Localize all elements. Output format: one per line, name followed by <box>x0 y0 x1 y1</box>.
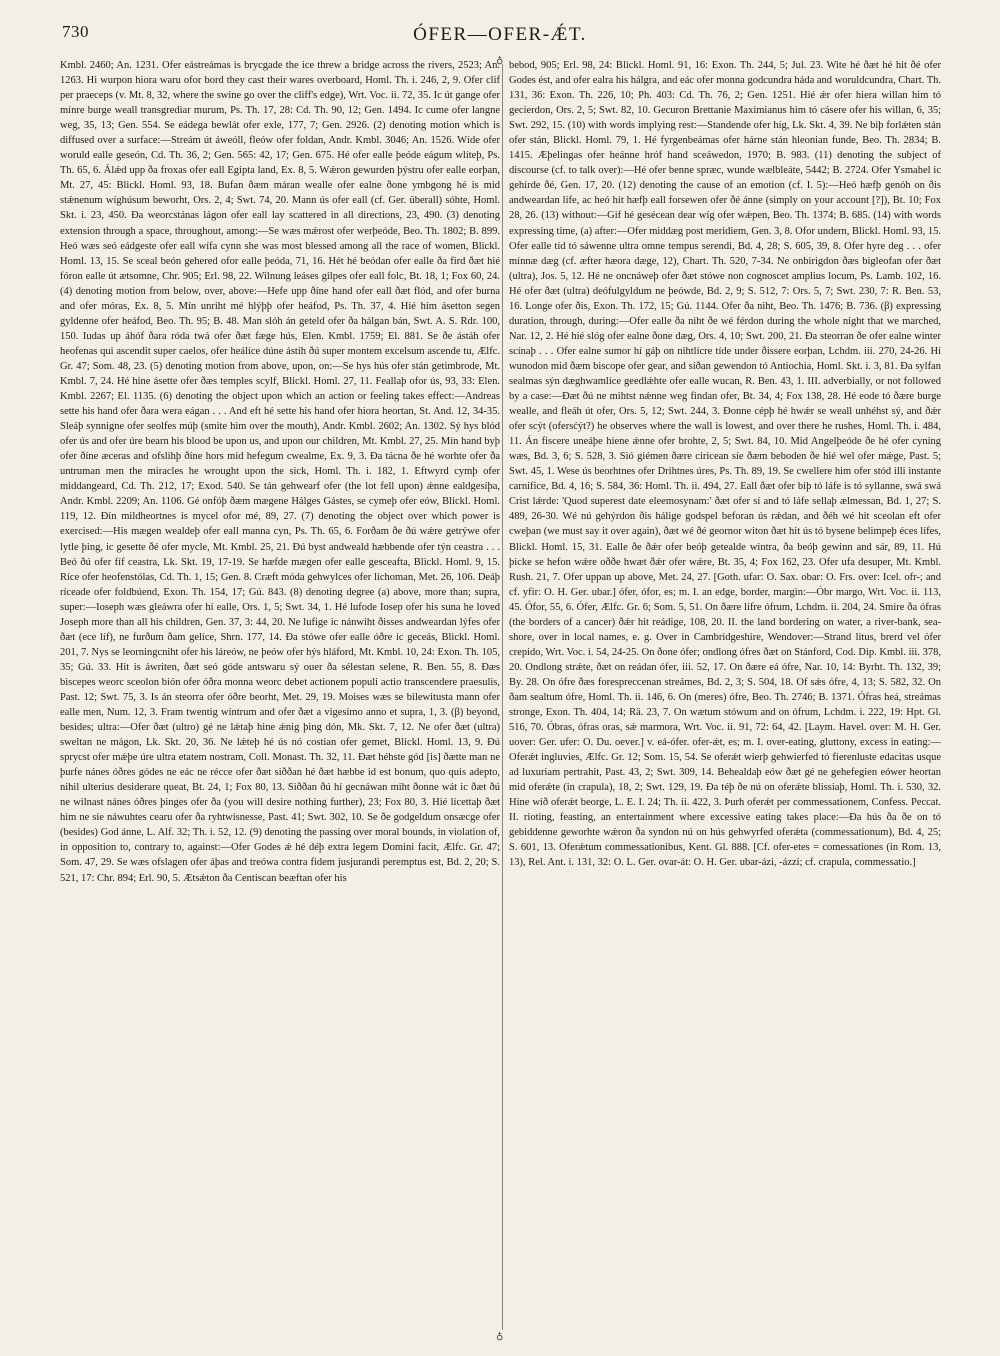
column-rule-ornament-top: ♁ <box>496 55 504 66</box>
column-rule-ornament-bottom: ♁ <box>496 1331 504 1342</box>
left-column <box>60 58 500 1346</box>
left-column-text: Kmbl. 2460; An. 1231. Ofer eástreámas is brycgade the ice threw a bridge across the rivers, 2523; An. 1263. Hi wurpon hiora waru ofor bord they cast their wares overboard, Homl. Th. i. 246, 2, 9. Ofer clif per praeceps (v. Mt. 8, 32, where the swine go over the cliff's edge), Wrt. Voc. ii. 72, 35. Ic út gange ofer mínre burge weall transgrediar murum, Ps. Th. 17, 28: Cd. Th. 90, 12; Gen. 1494. Ic cume ofer langne weg, 35, 13; Gen. 554. Se eádega bewlát ofer exle, 177, 7; Gen. 2926. (2) denoting motion which is diffused over a surface:—Streám út áweóll, fleów ofer foldan, Andr. Kmbl. 3046; An. 1526. Wíde ofer woruld ealle geseón, Cd. Th. 36, 2; Gen. 565: 42, 17; Gen. 675. Hé ofer ealle þeóde eágum wlíteþ, Ps. Th. 65, 6. Álǽd upp ða froxas ofer eall Egipta land, Ex. 8, 5. Wǽron gewurden þýstru ofer ealle eorþan, Mt. 27, 45: Blickl. Homl. 93, 18. Bufan ðæm máran wealle ofer ealne ðone ymbgong hé is mid stǽnenum wíghúsum beworht, Ors. 2, 4; Swt. 74, 20. Mann ús ofer eall (cf. Ger. überall) sóhte, Homl. Skt. i. 23, 450. Ða weorcstánas lágon ofer eall lay scattered in all directions, 23, 490. (3) denoting extension through a space, throughout, among:—Se wæs mǽrost ofer werþeóde, Beo. Th. 1802; B. 899. Heó wæs seó eádgeste ofer eall wífa cynn she was most blessed among all the race of women, Blickl. Homl. 13, 15. Se sceal beón gehered ofor ealle þeóda, 71, 16. Hét hé beódan ofer ealle ða fird ðæt hié fóron ealle út ætsomne, Chr. 905; Erl. 98, 22. Wilnung leáses gilpes ofer eall folc, Bt. 18, 1; Fox 60, 24. (4) denoting motion from below, over, above:—Hefe upp ðíne hand ofer eall ðæt flód, and ofer burna and ofer móras, Ex. 8, 5. Mín unriht mé hlýþþ ofer heáfod, Ps. Th. 37, 4. Hié him ásetton segen gyldenne ofer heáfod, Beo. Th. 95; B. 48. Man slóh án geteld ofer ða hálgan bán, Swt. A. S. Rdr. 100, 150. Iudas up áhóf ðara róda twá ofer ðæt fæge hús, Elen. Kmbl. 1759; El. 881. Se ðe ástáh ofer heofenas qui ascendit super caelos, ofer heálíce dúne ástíh ðú super montem excelsum ascende tu, Ælfc. Gr. 47; Som. 48, 23. (5) denoting motion from above, upon, on:—Se hys hús ofer stán getimbrode, Mt. Kmbl. 7, 24. Hé hine ásette ofer ðæs temples scylf, Blickl. Homl. 27, 11. Feallaþ ofor ús, 93, 33: Elen. Kmbl. 2267; El. 1135. (6) denoting the object upon which an action or feeling takes effect:—Andreas sette his hand ofer ðara wera eágan . . . And eft hé sette his hand ofer hiora heortan, St. And. 12, 34-35. Sleáþ synnigne ofer seolfes múþ (smite him over the mouth), Andr. Kmbl. 2602; An. 1302. Sý hys blód ofer ús and ofer úre bearn his blood be upon us, and upon our children, Mt. Kmbl. 27, 25. Mín hand byþ ofer ðíne æceras and ofslihþ ðíne hors mid hefegum cwealme, Ex. 9, 3. Ða tácna ðe hé worhte ofer ða untruman men the miracles he wrought upon the sick, Homl. Th. i. 182, 1. Eftwyrd cymþ ofer middangeard, Cd. Th. 212, 17; Exod. 540. Se tán gehwearf ofer (the lot fell upon) ǽnne ealdgesíþa, Andr. Kmbl. 2209; An. 1106. Gé onfóþ ðæm mægene Hálges Gástes, se cymeþ ofer eów, Blickl. Homl. 119, 12. Ðín mildheortnes is mycel ofor mé, 89, 27. (7) denoting the object over which power is exercised:—His mægen wealdeþ ofer eall manna cyn, Ps. Th. 65, 6. Forðam ðe ðú wǽre getrýwe ofer lytle þing, ic gesette ðé ofer mycle, Mt. Kmbl. 25, 21. Ðú byst andweald hæbbende ofer týn ceastra . . . Beó ðú ofer fíf ceastra, Lk. Skt. 19, 17-19. Se hæfde mægen ofer ealle gesceafta, Blickl. Homl. 9, 15. Ríce ofer heofenstólas, Cd. Th. 1, 15; Gen. 8. Cræft móda gehwylces ofer líchoman, Met. 26, 106. Deáþ ríceade ofer foldbúend, Exon. Th. 154, 17; Gú. 843. (8) denoting degree (a) above, more than; supra, super:—Ioseph wæs gleáwra ofer hí ealle, Ors. 1, 5; Swt. 34, 1. Hé lufode Iosep ofer his suna he loved Joseph more than all his children, Gen. 37, 3: 44, 20. Ne lufige ic nánwiht ðisses andweardan lýfes ofer ðæt (ece líf), ne furðum ðam gelíce, Shrn. 177, 14. Ða stówe ofer ealle óðre ic geceás, Blickl. Homl. 201, 7. Nys se leorningcniht ofer his láreów, ne þeów ofer hýs hláford, Mt. Kmbl. 10, 24: Exon. Th. 105, 35; Gú. 33. Hit is áwriten, ðæt seó góde antswaru sý ouer ða sélestan selene, R. Ben. 55, 8. Ðæs biscepes weorc sceolon bión ofer óðra monna weorc debet actionem populi actio transcendere praesulis, Past. 12; Swt. 75, 3. Is án steorra ofer óðre beorht, Met. 29, 19. Moises wæs se bilewitusta mann ofer ealle men, Num. 12, 3. Fram twentig wintrum and ofer ðæt a vigesimo anno et supra, 1, 3. (β) beyond, besides; ultra:—Ofer ðæt (ultro) gé ne lǽtaþ hine ǽnig þing dón, Mk. Skt. 7, 12. Ne ofer ðæt (ultra) sweltan ne mágon, Lk. Skt. 20, 36. Ne lǽteþ hé ús nó costian ofer gemet, Blickl. Homl. 13, 9. Ðú sprycst ofer mǽþe úre ultra etatem nostram, Coll. Monast. Th. 32, 11. Ðæt héhste gód [is] ðætte man ne þurfe nánes óðres gódes ne eác ne récce ofer ðæt siððan hé ðæt hæbbe id est bonum, quo quis adepto, nihil ulterius desiderare queat, Bt. 24, 1; Fox 80, 13. Siððan ðú hí gecnáwan miht ðonne wát ic ðæt ðú ne wilnast nánes óðres þinges ofer ða (you will desire nothing further), 23; Fox 80, 3. Hié lícettaþ ðæt him ne síe náwuhtes cearu ofer ða ryhtwísnesse, Past. 41; Swt. 302, 10. Se ðe godgeldum onsæcge ofer (besides) God ánne, L. Alf. 32; Th. i. 52, 12. (9) denoting the passing over moral bounds, in violation of, in opposition to, contrary to, against:—Ofer Godes ǽ hé déþ extra legem Domini facit, Ælfc. Gr. 47; Som. 47, 29. Se wæs ofslagen ofer áþas and treówa contra fidem jusjurandi peremptus est, Bd. 2, 20; S. 521, 17: Chr. 894; Erl. 90, 5. Ætsǽton ða Centiscan beæftan ofer his <box>60 60 500 884</box>
right-column-text: bebod, 905; Erl. 98, 24: Blickl. Homl. 91, 16: Exon. Th. 244, 5; Jul. 23. Wite hé ðæt hé hit ðé ofer Godes ést, and ofer ealra his hálgra, and eác ofer monna godcundra háda and woruldcundra, Chart. Th. 131, 36: Exon. Th. 226, 10; Ph. 403: Cd. Th. 76, 2; Gen. 1251. Hié ǽr ofer hiera willan him tó gecierdon, Ors. 2, 5; Swt. 82, 10. Gecuron Brettanie Maximianus him tó cásere ofer his willan, 6, 35; Swt. 292, 15. (10) with words implying rest:—Standende ofer híg, Lk. Skt. 4, 39. Ne biþ forlǽten stán ofer stán, Blickl. Homl. 79, 1. Hé fyrgenbeámas ofer hárne stán hleonian funde, Beo. Th. 2834; B. 1415. Æþelingas ofer heánne hróf hand sceáwedon, 1970; B. 983. (11) denoting the subject of discourse (cf. to talk over):—Hé ofer benne spræc, wunde wælbleáte, 5442; B. 2724. Ofer Ysmahel ic gehírde ðé, Gen. 17, 20. (12) denoting the cause of an emotion (cf. I. 5):—Heó hæfþ genóh on ðis andweardan lífe, ac heó hit hæfþ eall forsewen ofer ðé ánne (simply on your account [?]), Bt. 10; Fox 28, 26. (13) without:—Gif hé gesécean dear wíg ofer wǽpen, Beo. Th. 1374; B. 685. (14) with words expressing time, (a) after:—Ofer middæg post meridiem, Gen. 3, 8. Ofor undern, Blickl. Homl. 93, 15. Ofer ealle tíd tó sáwenne ultra omne tempus serendi, Bd. 4, 28; S. 605, 39, 8. Ofer hyre deg . . . ofer mínnæ dæg (cf. æfter hæora dæge, 12), Chart. Th. 520, 7-34. Ne onbirigdon ðæs bigleofan ofer ðæt (ultra), Jos. 5, 12. Hé ne oncnáweþ ofer ðæt stówe non cognoscet amplius locum, Ps. Lamb. 102, 16. Hé ofer ðæt (ultra) deófulgyldum ne þeówde, Bd. 2, 9; S. 512, 7: Ors. 5, 7; Swt. 230, 7: R. Ben. 53, 16. Longe ofer ðis, Exon. Th. 172, 15; Gú. 1144. Ofer ða niht, Beo. Th. 1476; B. 736. (β) expressing duration, through, during:—Ofer ealle ða niht ðe wé férdon during the whole night that we marched, Nar. 12, 2. Hé hié slóg ofer ealne ðone dæg, Ors. 4, 10; Swt. 200, 21. Ða steorran ðe ofer ealne winter scínaþ . . . Ofer ealne sumor hí gáþ on nihtlícre tíde under ðissere eorþan, Lchdm. iii. 270, 24-26. Hí wunodon mid ðæm biscope ofer gear, and síðan gewendon tó Antiochia, Homl. Skt. i. 3, 81. Ða sylfan sealmas sýn dæghwamlíce geedlǽhte ofer ealle wucan, R. Ben. 43, 1. III. adverbially, or not followed by a case:—Ðæt ðú ne mihtst nǽnne weg findan ofer, Bt. 34, 4; Fox 138, 28. Hé eode tó ðære burge wealle, and fleáh út ofer, Ors. 5, 12; Swt. 244, 3. Ðonne cépþ hé hwǽr se weall unhéhst sý, and ðǽr ofer scýt (ofersćýt?) he observes where the wall is lowest, and over there he rushes, Homl. Th. i. 484, 11. Án fiscere uneáþe hiene ǽnne ofer brohte, 2, 5; Swt. 84, 10. Mid Angelþeóde ðe hé ofer cyning wæs, Bd. 3, 6; S. 528, 3. Sió giémen ðære ciricean síe ðæm beboden ðe hié wel ofer mǽge, Past. 5; Swt. 45, 1. Wese ús beorhtnes ofer Drihtnes úres, Ps. Th. 89, 19. Se cwellere him ofer stód illi instante carnifice, Bd. 4, 16; S. 584, 36: Homl. Th. ii. 494, 27. Eall ðæt ofer biþ tó láfe is tó syllanne, swá swá Crist lǽrde: 'Quod superest date eleemosynam:' ðæt ofer sí and tó láfe sellaþ ælmessan, Bd. 1, 27; S. 489, 26-30. Wé nú gehýrdon ðis hálige godspel beforan ús rǽdan, and ðéh wé hit sceolan eft ofer cweþan (we must say it over again), ðæt wé ðé geornor witon ðæt hit ús tó bysene belimpeþ éces lífes, Blickl. Homl. 15, 31. Ealle ðe ðǽr ofer beóþ getealde wintra, ða beóþ gewinn and sár, 89, 11. Hú þicke se hefon wǽre oððe hwæt ðǽr ofer wǽre, Bt. 35, 4; Fox 162, 23. Ofer ufa desuper, Mt. Kmbl. Rush. 21, 7. Ofer uppan up above, Met. 24, 27. [Goth. ufar: O. Sax. obar: O. Frs. over: Icel. ofr-; and cf. yfir: O. H. Ger. ubar.] ófer, ófor, es; m. I. an edge, border, margin:—Óbr margo, Wrt. Voc. ii. 113, 45. Ófor, 55, 6. Ófer, Ælfc. Gr. 6; Som. 5, 51. On ðære lífre ófrum, Lchdm. ii. 204, 24. Smire ða ófras (the borders of a cancer) ðǽr hit reádige, 108, 20. II. the land bordering on water, a river-bank, sea-shore, over in local names, e. g. Over in Cambridgeshire, Wendover:—Strand litus, brerd vel ófer crepido, Wrt. Voc. i. 54, 24-25. On ðone ófer; ondlong ófres ðæt on Stánford, Cod. Dip. Kmbl. iii. 378, 20. Ondlong strǽte, ðæt on reádan ófer, iii. 52, 17. On ðære eá ófre, Nar. 10, 14: Byrht. Th. 132, 39; By. 28. On ófre ðæs forespreccenan streámes, Bd. 2, 3; S. 504, 18. Of sǽs ófre, 4, 13; S. 582, 32. On ðam sealtum ófre, Homl. Th. ii. 146, 6. On (meres) ófre, Beo. Th. 2746; B. 1371. Ófras heá, streámas stronge, Exon. Th. 404, 14; Rä. 23, 7. On wætum stówum and on ófrum, Lchdm. i. 222, 19: Hpt. Gl. 516, 70. Óbras, ófras oras, sǽ marmora, Wrt. Voc. ii. 91, 72: 64, 42. [Laym. Havel. over: M. H. Ger. uover: Ger. ufer: O. Du. oever.] v. eá-ófer. ofer-ǽt, es; m. I. over-eating, gluttony, excess in eating:—Oferǽt ingluvies, Ælfc. Gr. 12; Som. 15, 54. Se oferǽt wierþ gehwierfed tó fierenluste edacitas usque ad luxuriam pertrahit, Past. 43, 2; Swt. 309, 14. Behealdaþ eów ðæt gé ne gehefegien eówer heortan mid oferǽte (in crapula), 18, 2; Swt. 129, 19. Ða téþ ðe nú on oferǽte blissiaþ, Homl. Th. i. 530, 32. Hine wið oferǽt beorge, L. E. I. 24; Th. ii. 422, 3. Þurh oferǽt per commessationem, Confess. Peccat. II. rioting, feasting, an entertainment where excessive eating takes place:—Ða hús ða ðe on tó gebiddenne geworhte wǽron ða syndon nú on hús gehwyrfed oferǽta (commessationum), Bd. 4, 25; S. 601, 13. Oferǽtum commessationibus, Kent. Gl. 888. [Cf. ofer-etes = comessationes (in Rom. 13, 13), Rel. Ant. i. 131, 32: O. L. Ger. ovar-át: O. H. Ger. ubar-ázi, -ázzi; cf. crapula, commessatio.] <box>509 60 941 869</box>
running-title: ÓFER—OFER-ǼT. <box>413 24 587 45</box>
page-number: 730 <box>62 22 89 41</box>
right-column <box>509 58 941 1346</box>
column-divider <box>502 64 503 1330</box>
